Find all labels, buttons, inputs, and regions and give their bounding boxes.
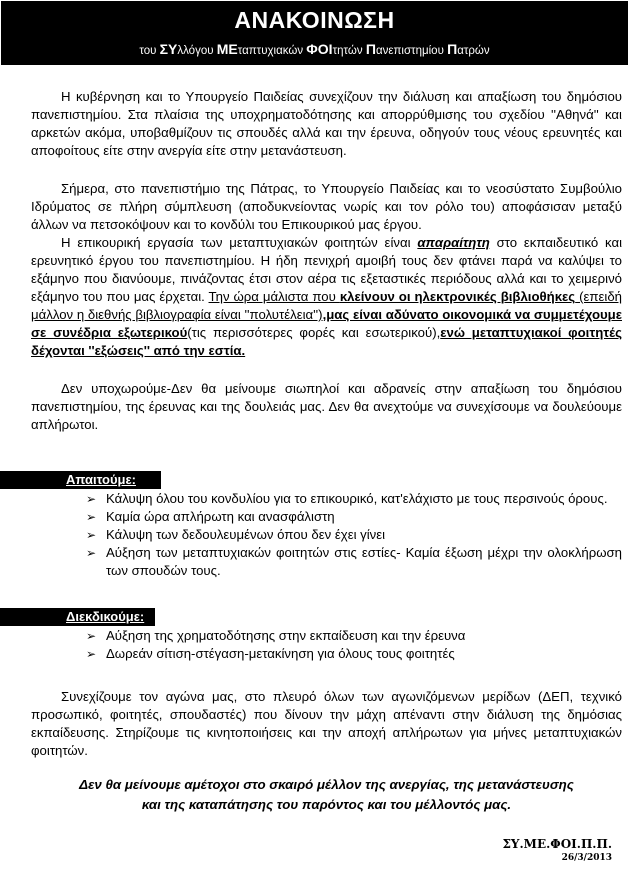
arrow-bullet-icon: ➢ (86, 629, 97, 643)
list-item (82, 508, 622, 526)
arrow-bullet-icon: ➢ (86, 510, 97, 524)
bottom-section (31, 688, 622, 760)
demand-text: Κάλυψη των δεδουλευμένων όπου δεν έχει γίνει (106, 527, 386, 542)
closing-line-1: Δεν θα μείνουμε αμέτοχοι στο σκαιρό μέλλον της ανεργίας, της μετανάστευσης (79, 777, 574, 792)
claim-text: Αύξηση της χρηματοδότησης στην εκπαίδευση και την έρευνα (106, 628, 466, 643)
p3-text-h: (τις περισσότερες φορές και εσωτερικού), (187, 325, 441, 340)
p3-evictions: ενώ μεταπτυχιακοί φοιτητές δέχονται ''εξώσεις'' από την εστία. (31, 325, 622, 358)
sub-bold-5: Π (447, 41, 458, 57)
paragraph-3 (31, 234, 622, 360)
p3-text-a: Η επικουρική εργασία των μεταπτυχιακών φοιτητών είναι (61, 235, 418, 250)
claims-heading: Διεκδικούμε: (0, 608, 155, 626)
arrow-bullet-icon: ➢ (86, 492, 97, 506)
closing-statement (31, 775, 622, 815)
page-title: ΑΝΑΚΟΙΝΩΣΗ (234, 7, 395, 33)
demands-heading: Απαιτούμε: (0, 471, 161, 489)
paragraph-5: Συνεχίζουμε τον αγώνα μας, στο πλευρό όλων των αγωνιζόμενων μερίδων (ΔΕΠ, τεχνικό προσωπικό, φοιτητές, σπουδαστές) που δίνουν την μάχη απέναντι στην διάλυση της δημόσιας εκπαίδευσης. Στηρίζουμε τις κινητοποιήσεις και την αποχή απλήρωτων για μήνες μεταπτυχιακών φοιτητών. (31, 689, 622, 758)
sub-bold-1: ΣΥ (159, 41, 178, 57)
list-item (82, 490, 622, 508)
list-item (82, 645, 622, 663)
paragraph-1: Η κυβέρνηση και το Υπουργείο Παιδείας συνεχίζουν την διάλυση και απαξίωση του δημόσιου πανεπιστημίου. Στα πλαίσια της υποχρηματοδότησης και απορρύθμισης του σχεδίου ''Αθηνά'' και αρκετών ακόμα, υποβαθμίζουν τις σπουδές αλλά και την έρευνα, οδηγούν τους νέους ερευνητές και αποφοίτους είτε στην ανεργία είτε στην μετανάστευση. (31, 89, 622, 158)
date: 26/3/2013 (561, 853, 612, 863)
paragraph-4: Δεν υποχωρούμε-Δεν θα μείνουμε σιωπηλοί και αδρανείς στην απαξίωση του δημόσιου πανεπιστημίου, της έρευνας και της δουλειάς μας. Δεν θα ανεχτούμε να συνεχίσουμε να δουλεύουμε απλήρωτοι. (31, 381, 622, 432)
sub-text-1: λλόγου (177, 45, 217, 57)
p3-text-f: (επειδή μάλλον η διεθνής βιβλιογραφία είναι ''πολυτέλεια'') (31, 289, 622, 322)
arrow-bullet-icon: ➢ (86, 546, 97, 560)
p3-emphasis: απαραίτητη (417, 235, 490, 250)
sub-text-3: τητών (332, 45, 366, 57)
demand-text: Κάλυψη όλου του κονδυλίου για το επικουρικό, κατ'ελάχιστο με τους περσινούς όρους. (106, 491, 608, 506)
sub-text-4: ανεπιστημίου (375, 45, 448, 57)
list-item (82, 627, 622, 645)
main-content (31, 88, 622, 434)
closing-line-2: και της καταπάτησης του παρόντος και του μέλλοντός μας. (141, 797, 512, 812)
association-name (1, 41, 628, 57)
p3-libraries: κλείνουν οι ηλεκτρονικές βιβλιοθήκες (339, 289, 576, 304)
list-item (82, 544, 622, 580)
claim-text: Δωρεάν σίτιση-στέγαση-μετακίνηση για όλους τους φοιτητές (106, 646, 455, 661)
demands-list (82, 490, 622, 580)
demand-text: Αύξηση των μεταπτυχιακών φοιτητών στις εστίες- Καμία έξωση μέχρι την ολοκλήρωση των σπουδών τους. (106, 545, 622, 578)
header-banner (1, 1, 628, 65)
list-item (82, 526, 622, 544)
demand-text: Καμία ώρα απλήρωτη και ανασφάλιστη (106, 509, 335, 524)
paragraph-2: Σήμερα, στο πανεπιστήμιο της Πάτρας, το Υπουργείο Παιδείας και το νεοσύστατο Συμβούλιο Ιδρύματος σε πλήρη σύμπλευση (αποδυκνείοντας νωρίς και τον ρόλο του) αποφάσισαν μεταξύ άλλων να πετσοκόψουν και το κονδύλι του Επικουρικού μας έργου. (31, 181, 622, 232)
p3-conferences: ,μας είναι αδύνατο οικονομικά να συμμετέχουμε σε συνέδρια εξωτερικού (31, 307, 622, 340)
p3-text-c: στο εκπαιδευτικό και ερευνητικό έργου του πανεπιστημίου. Η ήδη πενιχρή αμοιβή τους δεν φτάνει παρά να καλύψει το εξάμηνο που διανύουμε, πινάζοντας έτσι στον αέρα τις εξεταστικές περιόδους αλλά και το χειμερινό εξάμηνο του που μας έρχεται. (31, 235, 623, 304)
arrow-bullet-icon: ➢ (86, 528, 97, 542)
sub-prefix: του (139, 45, 160, 57)
signature: ΣΥ.ΜΕ.ΦΟΙ.Π.Π. (502, 837, 612, 851)
sub-bold-2: ΜΕ (216, 41, 238, 57)
sub-text-2: ταπτυχιακών (237, 45, 307, 57)
p3-text-d: Την ώρα μάλιστα που (208, 289, 340, 304)
sub-text-5: ατρών (457, 45, 490, 57)
claims-list (82, 627, 622, 663)
sub-bold-3: ΦΟΙ (306, 41, 333, 57)
arrow-bullet-icon: ➢ (86, 647, 97, 661)
sub-bold-4: Π (365, 41, 376, 57)
